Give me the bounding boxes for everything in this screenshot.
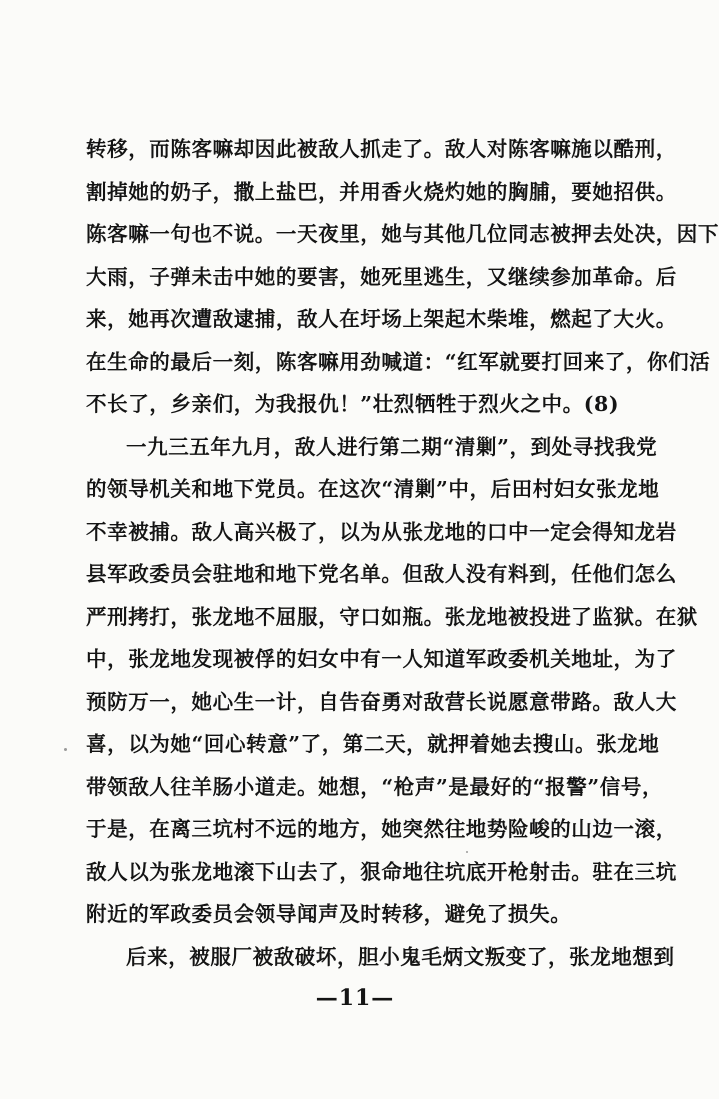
text-line: 附近的军政委员会领导闻声及时转移，避免了损失。 [86, 902, 572, 926]
paragraph-start-line: 后来，被服厂被敌破坏，胆小鬼毛炳文叛变了，张龙地想到 [126, 944, 675, 969]
text-line: 中，张龙地发现被俘的妇女中有一人知道军政委机关地址，为了 [86, 647, 677, 671]
text-line: 不幸被捕。敌人高兴极了，以为从张龙地的口中一定会得知龙岩 [86, 519, 677, 544]
text-line: 于是，在离三坑村不远的地方，她突然往地势险峻的山边一滚， [86, 817, 677, 841]
text-line: 的领导机关和地下党员。在这次“清剿”中，后田村妇女张龙地 [86, 477, 660, 501]
scan-speck [64, 748, 67, 751]
scan-speck [466, 851, 468, 853]
text-line: 带领敌人往羊肠小道走。她想，“枪声”是最好的“报警”信号， [86, 774, 664, 799]
text-line: 陈客嘛一句也不说。一天夜里，她与其他几位同志被押去处决，因下 [86, 222, 719, 246]
text-line: 来，她再次遭敌逮捕，敌人在圩场上架起木柴堆，燃起了大火。 [86, 307, 677, 331]
text-line: 喜，以为她“回心转意”了，第二天，就押着她去搜山。张龙地 [86, 732, 660, 756]
text-line: 大雨，子弹未击中她的要害，她死里逃生，又继续参加革命。后 [86, 264, 677, 289]
paragraph-start-line: 一九三五年九月，敌人进行第二期“清剿”，到处寻找我党 [126, 434, 658, 459]
text-line: 预防万一，她心生一计，自告奋勇对敌营长说愿意带路。敌人大 [86, 689, 677, 714]
body-text [86, 128, 719, 978]
text-line: 在生命的最后一刻，陈客嘛用劲喊道：“红军就要打回来了，你们活 [86, 349, 711, 374]
text-line: 不长了，乡亲们，为我报仇！”壮烈牺牲于烈火之中。(8) [86, 392, 620, 416]
text-line: 转移，而陈客嘛却因此被敌人抓走了。敌人对陈客嘛施以酷刑， [86, 137, 677, 161]
text-line: 敌人以为张龙地滚下山去了，狠命地往坑底开枪射击。驻在三坑 [86, 859, 677, 884]
text-line: 割掉她的奶子，撒上盐巴，并用香火烧灼她的胸脯，要她招供。 [86, 179, 677, 204]
text-line: 严刑拷打，张龙地不屈服，守口如瓶。张龙地被投进了监狱。在狱 [86, 604, 698, 629]
page-number: —11— [315, 985, 395, 1011]
text-line: 县军政委员会驻地和地下党名单。但敌人没有料到，任他们怎么 [86, 562, 677, 586]
